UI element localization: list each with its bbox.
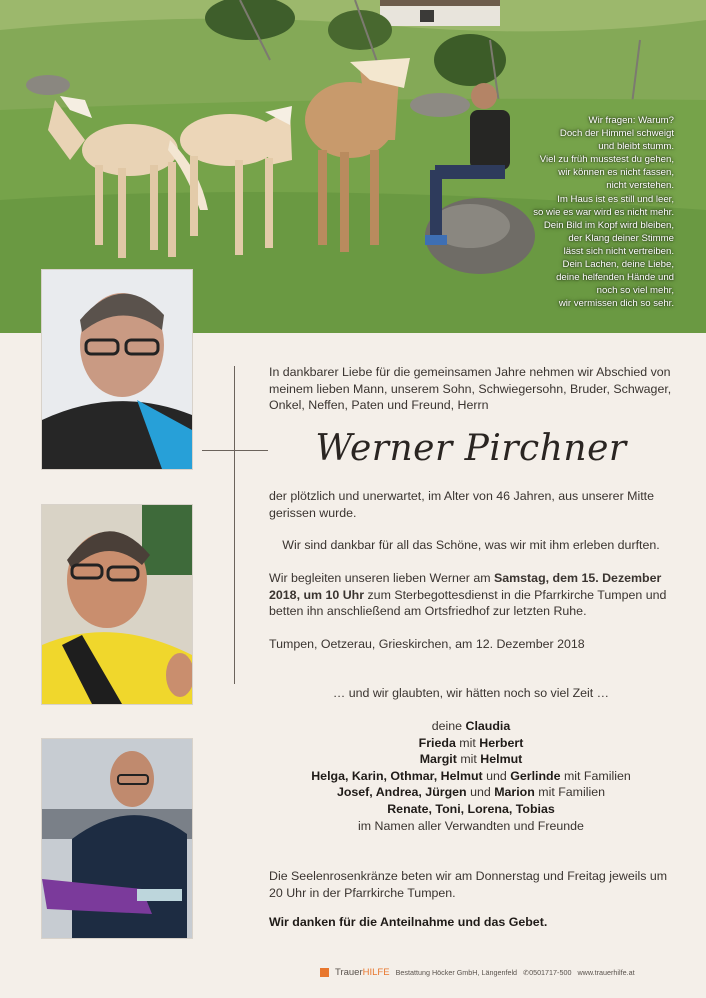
deceased-name: Werner Pirchner <box>315 428 627 469</box>
intro-text: In dankbarer Liebe für die gemeinsamen Jahre nehmen wir Abschied von meinem lieben Mann, unserem Sohn, Schwiegersohn, Bruder, Schwager, Onkel, Neffen, Paten und Freund, Herrn <box>269 365 672 413</box>
poem <box>414 114 674 310</box>
poem-line: Wir fragen: Warum? <box>588 115 674 126</box>
portrait-photo-3 <box>41 738 193 939</box>
rosary-text: Die Seelenrosenkränze beten wir am Donnerstag und Freitag jeweils um 20 Uhr in der Pfarrkirche Tumpen. <box>269 869 668 900</box>
family-line: Margit mit Helmut <box>419 752 523 767</box>
website-link[interactable]: www.trauerhilfe.at <box>577 968 635 977</box>
phone-number: ✆0501717-500 <box>523 968 572 977</box>
poem-line: noch so viel mehr, <box>596 285 674 297</box>
poem-line: der Klang deiner Stimme <box>568 232 674 244</box>
poem-line: Im Haus ist es still und leer, <box>557 193 674 205</box>
poem-line: wir vermissen dich so sehr. <box>558 298 674 310</box>
cross-vertical <box>234 366 235 684</box>
poem-line: Doch der Himmel schweigt <box>559 128 674 140</box>
poem-line: nicht verstehen. <box>606 180 674 192</box>
funeral-pre: Wir begleiten unseren lieben Werner am <box>269 571 494 585</box>
family-line: deine Claudia <box>431 719 511 733</box>
poem-line: Dein Bild im Kopf wird bleiben, <box>543 219 674 231</box>
cross-horizontal <box>202 450 268 451</box>
brand-name: TrauerHILFE <box>335 967 390 978</box>
death-text: der plötzlich und unerwartet, im Alter von 46 Jahren, aus unserer Mitte gerissen wurde. <box>269 489 654 520</box>
trauerhilfe-logo-icon <box>320 968 329 977</box>
family-line: Frieda mit Herbert <box>418 735 524 750</box>
funeral-date: Samstag, dem 15. Dezember 2018, um 10 Uhr <box>269 571 662 602</box>
poem-line: deine helfenden Hände und <box>556 272 674 284</box>
funeral-text <box>269 570 673 620</box>
quote: … und wir glaubten, wir hätten noch so viel Zeit … <box>332 686 610 700</box>
portrait-photo-2 <box>41 504 193 705</box>
family-line: Renate, Toni, Lorena, Tobias <box>387 801 555 816</box>
thanks-text: Wir sind dankbar für all das Schöne, was wir mit ihm erleben durften. <box>282 538 660 552</box>
poem-line: so wie es war wird es nicht mehr. <box>533 206 674 218</box>
family-list <box>269 718 673 834</box>
portrait-photo-1 <box>41 269 193 470</box>
place-date: Tumpen, Oetzerau, Grieskirchen, am 12. Dezember 2018 <box>269 637 585 651</box>
poem-line: Dein Lachen, deine Liebe, <box>562 259 674 271</box>
footer <box>320 967 635 978</box>
poem-line: wir können es nicht fassen, <box>558 167 674 179</box>
final-thanks: Wir danken für die Anteilnahme und das Gebet. <box>269 915 548 929</box>
funeral-post: zum Sterbegottesdienst in die Pfarrkirche Tumpen und betten ihn anschließend am Ortsfriedhof zur letzten Ruhe. <box>269 587 667 619</box>
family-line: im Namen aller Verwandten und Freunde <box>358 818 584 833</box>
poem-line: Viel zu früh musstest du gehen, <box>539 154 674 166</box>
family-line: Josef, Andrea, Jürgen und Marion mit Familien <box>336 785 606 800</box>
poem-line: und bleibt stumm. <box>598 141 674 153</box>
company-name: Bestattung Höcker GmbH, Längenfeld <box>395 968 518 977</box>
poem-line: lässt sich nicht vertreiben. <box>563 245 674 257</box>
family-line: Helga, Karin, Othmar, Helmut und Gerlinde mit Familien <box>311 768 631 783</box>
